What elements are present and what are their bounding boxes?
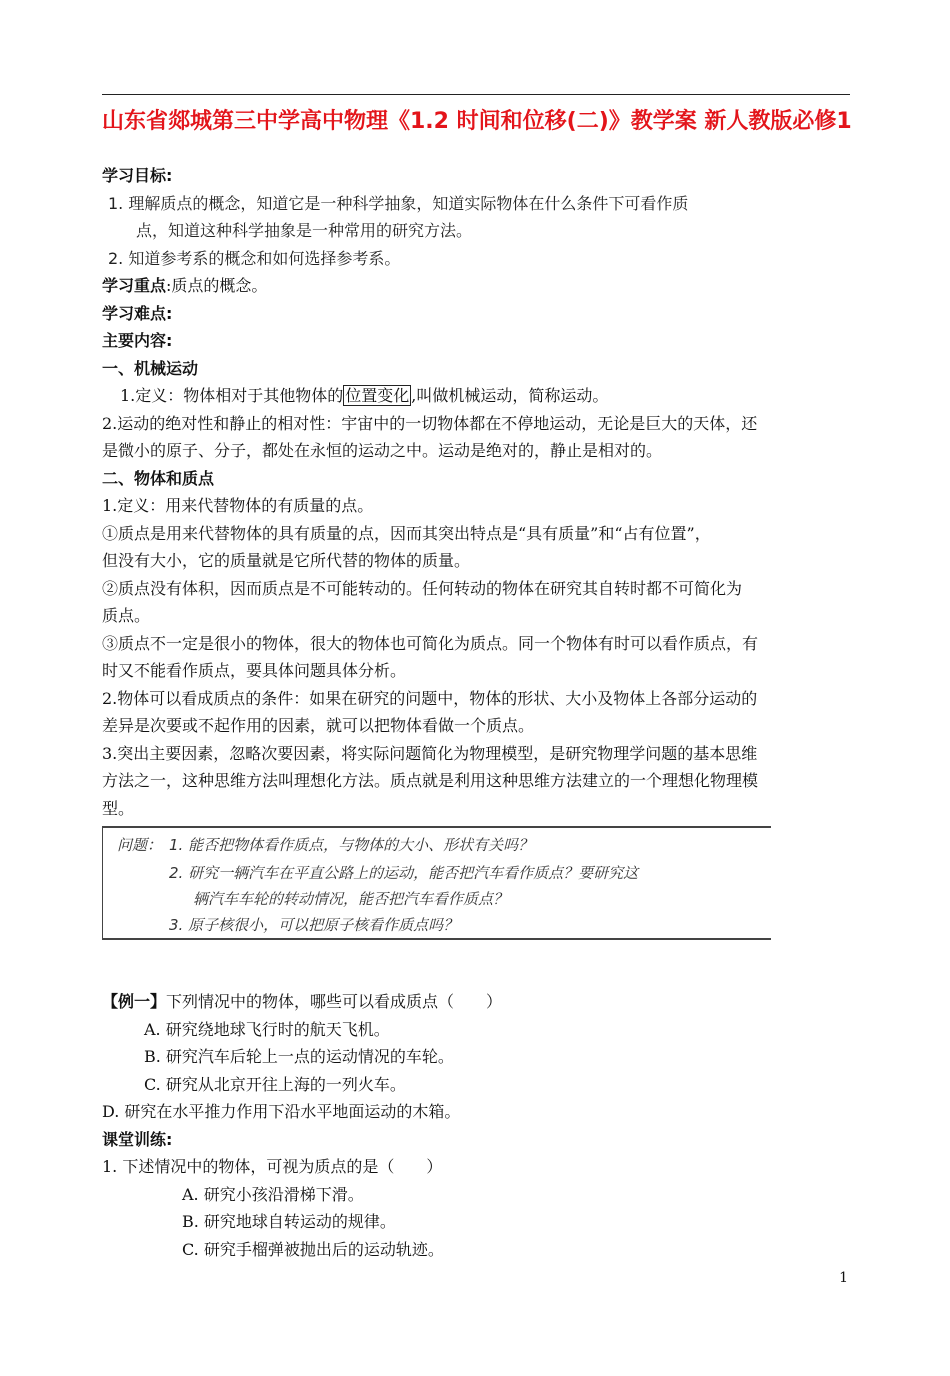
goals-heading: 学习目标: (102, 166, 173, 185)
method-line-1: 3.突出主要因素，忽略次要因素，将实际问题简化为物理模型，是研究物理学问题的基本思维 (102, 743, 758, 763)
boxed-term: 位置变化 (345, 386, 410, 405)
header-rule (102, 94, 850, 95)
exercise-section (102, 988, 854, 1263)
point-2-line-2: 质点。 (102, 606, 151, 625)
section-1-para-2-line-2: 是微小的原子、分子，都处在永恒的运动之中。运动是绝对的，静止是相对的。 (102, 441, 663, 460)
practice-question-1: 1. 下述情况中的物体，可视为质点的是（ ） (102, 1157, 443, 1176)
question-1: 1. 能否把物体看作质点，与物体的大小、形状有关吗？ (169, 836, 534, 854)
question-box (102, 826, 771, 940)
question-2-line-2: 辆汽车车轮的转动情况，能否把汽车看作质点？ (193, 890, 509, 908)
section-2-definition: 1.定义：用来代替物体的有质量的点。 (102, 496, 374, 515)
definition-prefix: 1.定义：物体相对于其他物体的 (120, 386, 344, 405)
example-option-b: B. 研究汽车后轮上一点的运动情况的车轮。 (144, 1047, 454, 1066)
example-option-a: A. 研究绕地球飞行时的航天飞机。 (144, 1019, 390, 1039)
section-2-heading: 二、物体和质点 (102, 468, 215, 488)
page-number: 1 (839, 1270, 848, 1286)
practice-option-c: C. 研究手榴弹被抛出后的运动轨迹。 (182, 1239, 444, 1259)
condition-line-2: 差异是次要或不起作用的因素，就可以把物体看做一个质点。 (102, 716, 535, 735)
main-content-heading: 主要内容: (102, 331, 173, 350)
method-line-3: 型。 (102, 798, 135, 818)
section-1-definition (102, 382, 854, 410)
difficulty-heading: 学习难点: (102, 303, 173, 323)
goal-1-line-2: 点，知道这种科学抽象是一种常用的研究方法。 (136, 221, 473, 240)
question-label: 问题： (117, 836, 163, 854)
document-title: 山东省郯城第三中学高中物理《1.2 时间和位移(二)》教学案 新人教版必修1 (102, 109, 852, 134)
goal-1-line-1: 1. 理解质点的概念，知道它是一种科学抽象，知道实际物体在什么条件下可看作质 (108, 193, 689, 213)
definition-suffix: ,叫做机械运动，简称运动。 (411, 386, 609, 405)
point-3-line-2: 时又不能看作质点，要具体问题具体分析。 (102, 661, 407, 680)
method-line-2: 方法之一，这种思维方法叫理想化方法。质点就是利用这种思维方法建立的一个理想化物理模 (102, 771, 759, 790)
goal-2: 2. 知道参考系的概念和如何选择参考系。 (108, 248, 401, 268)
practice-option-a: A. 研究小孩沿滑梯下滑。 (182, 1184, 364, 1204)
example-stem (102, 988, 854, 1016)
point-2-line-1: ②质点没有体积，因而质点是不可能转动的。任何转动的物体在研究其自转时都不可简化为 (102, 578, 743, 598)
key-point (102, 272, 854, 300)
key-point-label: 学习重点 (102, 276, 167, 295)
point-1-line-2: 但没有大小，它的质量就是它所代替的物体的质量。 (102, 551, 471, 570)
practice-heading: 课堂训练: (102, 1129, 173, 1149)
section-1-para-2-line-1: 2.运动的绝对性和静止的相对性：宇宙中的一切物体都在不停地运动，无论是巨大的天体，还 (102, 413, 758, 433)
example-label: 【例一】 (102, 992, 167, 1011)
point-3-line-1: ③质点不一定是很小的物体，很大的物体也可简化为质点。同一个物体有时可以看作质点，有 (102, 633, 759, 653)
question-2-line-1: 2. 研究一辆汽车在平直公路上的运动，能否把汽车看作质点？要研究这 (169, 864, 639, 882)
key-point-text: :质点的概念。 (166, 276, 268, 295)
question-3: 3. 原子核很小，可以把原子核看作质点吗？ (169, 916, 459, 934)
document-body (102, 162, 854, 822)
example-question: 下列情况中的物体，哪些可以看成质点（ ） (166, 992, 503, 1011)
practice-option-b: B. 研究地球自转运动的规律。 (182, 1212, 396, 1231)
section-1-heading: 一、机械运动 (102, 358, 199, 378)
example-option-c: C. 研究从北京开往上海的一列火车。 (144, 1074, 406, 1094)
condition-line-1: 2.物体可以看成质点的条件：如果在研究的问题中，物体的形状、大小及物体上各部分运动的 (102, 688, 758, 708)
example-option-d: D. 研究在水平推力作用下沿水平地面运动的木箱。 (102, 1102, 461, 1121)
point-1-line-1: ①质点是用来代替物体的具有质量的点，因而其突出特点是“具有质量”和“占有位置”， (102, 523, 711, 543)
